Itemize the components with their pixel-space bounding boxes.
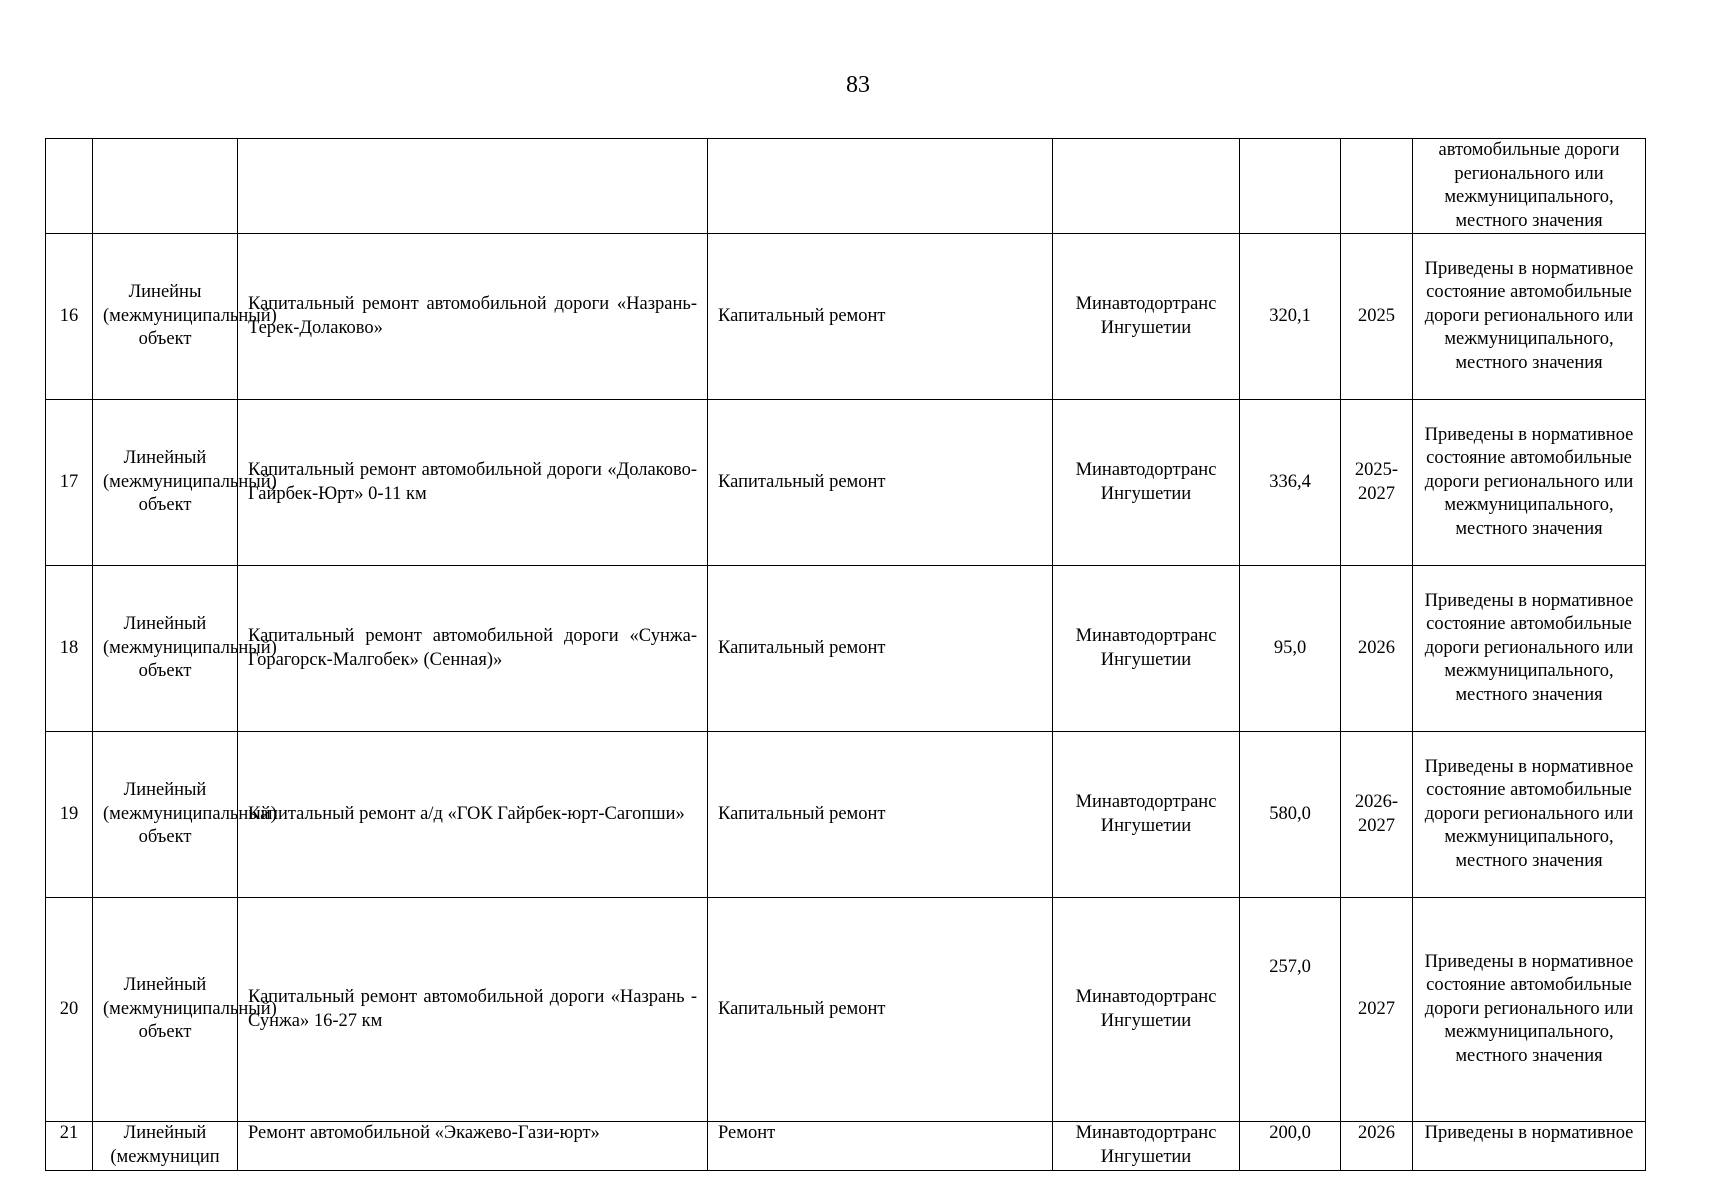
cell-object-type: Линейный (межмуниципальный) объект	[93, 400, 238, 566]
cell-executor: Минавтодортранс Ингушетии	[1053, 732, 1240, 898]
cell-year: 2026	[1341, 1122, 1413, 1171]
cell-object-name: Ремонт автомобильной «Экажево-Гази-юрт»	[238, 1122, 708, 1171]
table-row	[46, 400, 1646, 566]
cell-executor: Минавтодортранс Ингушетии	[1053, 1122, 1240, 1171]
cell-object-type: Линейный (межмуниципальный) объект	[93, 732, 238, 898]
cell-object-type: Линейный (межмуницип	[93, 1122, 238, 1171]
cell-work-type: Капитальный ремонт	[708, 566, 1053, 732]
cell-cost: 320,1	[1240, 234, 1341, 400]
cell-cost: 257,0	[1240, 898, 1341, 1122]
cell-result: Приведены в нормативное состояние автомобильные дороги регионального или межмуниципального, местного значения	[1413, 400, 1646, 566]
cell-year: 2025-2027	[1341, 400, 1413, 566]
cell-executor: Минавтодортранс Ингушетии	[1053, 234, 1240, 400]
cell-year: 2026-2027	[1341, 732, 1413, 898]
cell-object-name: Капитальный ремонт автомобильной дороги «Назрань - Сунжа» 16-27 км	[238, 898, 708, 1122]
cell-cost: 336,4	[1240, 400, 1341, 566]
investment-projects-table	[45, 138, 1646, 1171]
cell-result: Приведены в нормативное состояние автомобильные дороги регионального или межмуниципального, местного значения	[1413, 234, 1646, 400]
cell-object-type: Линейны (межмуниципальный) объект	[93, 234, 238, 400]
cell-result: Приведены в нормативное состояние автомобильные дороги регионального или межмуниципального, местного значения	[1413, 898, 1646, 1122]
cell-work-type: Капитальный ремонт	[708, 234, 1053, 400]
table-row	[46, 732, 1646, 898]
cell-work-type: Капитальный ремонт	[708, 898, 1053, 1122]
cell-result: Приведены в нормативное	[1413, 1122, 1646, 1171]
table-row	[46, 234, 1646, 400]
cell-work-type: Ремонт	[708, 1122, 1053, 1171]
cell-result: автомобильные дороги регионального или межмуниципального, местного значения	[1413, 139, 1646, 234]
cell-cost: 95,0	[1240, 566, 1341, 732]
cell-num: 21	[46, 1122, 93, 1171]
cell-object-name: Капитальный ремонт автомобильной дороги «Долаково-Гайрбек-Юрт» 0-11 км	[238, 400, 708, 566]
cell-num: 20	[46, 898, 93, 1122]
cell-work-type: Капитальный ремонт	[708, 400, 1053, 566]
table-row	[46, 898, 1646, 1122]
cell-result: Приведены в нормативное состояние автомобильные дороги регионального или межмуниципального, местного значения	[1413, 732, 1646, 898]
table-row-continuation	[46, 139, 1646, 234]
cell-cost	[1240, 139, 1341, 234]
cell-result: Приведены в нормативное состояние автомобильные дороги регионального или межмуниципального, местного значения	[1413, 566, 1646, 732]
cell-object-name: Капитальный ремонт а/д «ГОК Гайрбек-юрт-Сагопши»	[238, 732, 708, 898]
cell-year	[1341, 139, 1413, 234]
cell-year: 2026	[1341, 566, 1413, 732]
cell-executor: Минавтодортранс Ингушетии	[1053, 898, 1240, 1122]
cell-cost: 580,0	[1240, 732, 1341, 898]
cell-num	[46, 139, 93, 234]
cell-year: 2025	[1341, 234, 1413, 400]
cell-year: 2027	[1341, 898, 1413, 1122]
cell-num: 18	[46, 566, 93, 732]
table-row	[46, 566, 1646, 732]
cell-executor: Минавтодортранс Ингушетии	[1053, 400, 1240, 566]
page-number: 83	[846, 72, 870, 98]
cell-num: 16	[46, 234, 93, 400]
cell-object-name	[238, 139, 708, 234]
cell-work-type: Капитальный ремонт	[708, 732, 1053, 898]
cell-num: 19	[46, 732, 93, 898]
cell-object-name: Капитальный ремонт автомобильной дороги «Сунжа-Горагорск-Малгобек» (Сенная)»	[238, 566, 708, 732]
cell-object-type: Линейный (межмуниципальный) объект	[93, 898, 238, 1122]
cell-object-name: Капитальный ремонт автомобильной дороги «Назрань-Терек-Долаково»	[238, 234, 708, 400]
cell-num: 17	[46, 400, 93, 566]
table-row	[46, 1122, 1646, 1171]
cell-executor	[1053, 139, 1240, 234]
cell-object-type: Линейный (межмуниципальный) объект	[93, 566, 238, 732]
cell-work-type	[708, 139, 1053, 234]
cell-executor: Минавтодортранс Ингушетии	[1053, 566, 1240, 732]
cell-cost: 200,0	[1240, 1122, 1341, 1171]
cell-object-type	[93, 139, 238, 234]
